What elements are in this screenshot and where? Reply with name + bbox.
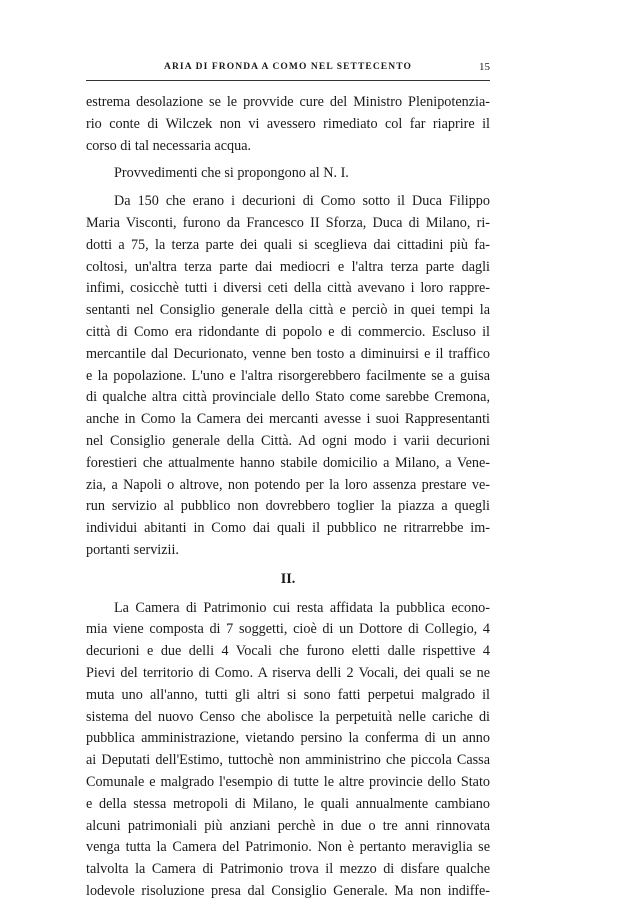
header-rule [86, 80, 490, 81]
text-line: estrema desolazione se le provvide cure del Ministro Plenipotenzia- [86, 94, 490, 110]
page-number: 15 [479, 61, 490, 73]
text-line: coltosi, un'altra terza parte dai mediocri e l'altra terza parte dagli [86, 258, 490, 275]
text-line: individui abitanti in Como dai quali il pubblico ne ritrarrebbe im- [86, 520, 490, 537]
text-line: sistema del nuovo Censo che abolisce la perpetuità nelle cariche di [86, 708, 490, 725]
section-heading [86, 569, 490, 591]
text-line: corso di tal necessaria acqua. [86, 137, 252, 154]
text-line: decurioni e due delli 4 Vocali che furono eletti dalle rispettive 4 [86, 643, 490, 660]
text-line: venga tutta la Camera del Patrimonio. Non è pertanto meraviglia se [86, 839, 490, 856]
paragraph-1 [86, 92, 490, 157]
text-line: ai Deputati dell'Estimo, tuttochè non amministrino che piccola Cassa [86, 752, 490, 769]
text-line: lodevole risoluzione presa dal Consiglio Generale. Ma non indiffe- [86, 882, 490, 899]
text-line: alcuni patrimoniali più anziani perchè in due o tre anni rinnovata [86, 817, 490, 834]
text-line: e della stessa metropoli di Milano, le quali annualmente cambiano [86, 795, 490, 812]
text-line: Maria Visconti, furono da Francesco II Sforza, Duca di Milano, ri- [86, 214, 490, 231]
text-line: Pievi del territorio di Como. A riserva delli 2 Vocali, dei quali se ne [86, 664, 490, 681]
text-line: infimi, cosicchè tutti i diversi ceti della città avevano i loro rappre- [86, 280, 490, 297]
text-line: portanti servizii. [86, 541, 179, 558]
body-text [86, 92, 490, 903]
text-line: di qualche altra città provinciale dello Stato come sarebbe Cremona, [86, 389, 490, 406]
text-line: Da 150 che erano i decurioni di Como sotto il Duca Filippo [114, 193, 490, 210]
text-line: mia viene composta di 7 soggetti, cioè di un Dottore di Collegio, 4 [86, 621, 490, 638]
paragraph-2 [86, 163, 490, 185]
text-line: mercantile dal Decurionato, venne ben tosto a diminuirsi e il traffico [86, 345, 490, 362]
text-line: Comunale e malgrado l'esempio di tutte le altre provincie dello Stato [86, 773, 490, 790]
text-line: forestieri che attualmente hanno stabile domicilio a Milano, a Vene- [86, 454, 490, 471]
text-line: rio conte di Wilczek non vi avessero rimediato col far riaprire il [86, 115, 490, 132]
running-head [86, 62, 490, 78]
text-line: anche in Como la Camera dei mercanti avesse i suoi Rappresentanti [86, 411, 490, 428]
text-line: città di Como era ridondante di popolo e di commercio. Escluso il [86, 323, 490, 340]
text-line: e la popolazione. L'uno e l'altra risorgerebbero facilmente se a guisa [86, 367, 490, 384]
text-line: sentanti nel Consiglio generale della città e perciò in quei tempi la [86, 302, 490, 319]
text-line: muta uno all'anno, tutti gli altri si sono fatti perpetui malgrado il [86, 686, 490, 703]
text-line: dotti a 75, la terza parte dei quali si sceglieva dai cittadini più fa- [86, 236, 490, 253]
text-line: zia, a Napoli o altrove, non potendo per la loro assenza prestare ve- [86, 476, 490, 493]
paragraph-3 [86, 191, 490, 562]
paragraph-4 [86, 598, 490, 903]
text-line: run servizio al pubblico non dovrebbero toglier la piazza a quegli [86, 498, 490, 515]
text-line: pubblica amministrazione, vietando persino la conferma di un anno [86, 730, 490, 747]
text-line: Provvedimenti che si propongono al N. I. [114, 165, 349, 182]
running-title: ARIA DI FRONDA A COMO NEL SETTECENTO [164, 62, 412, 72]
text-line: talvolta la Camera di Patrimonio trova il mezzo di disfare qualche [86, 861, 490, 878]
text-line: nel Consiglio generale della Città. Ad ogni modo i varii decurioni [86, 432, 490, 449]
text-line: La Camera di Patrimonio cui resta affidata la pubblica econo- [114, 599, 490, 616]
section-heading-label: II. [280, 570, 296, 587]
